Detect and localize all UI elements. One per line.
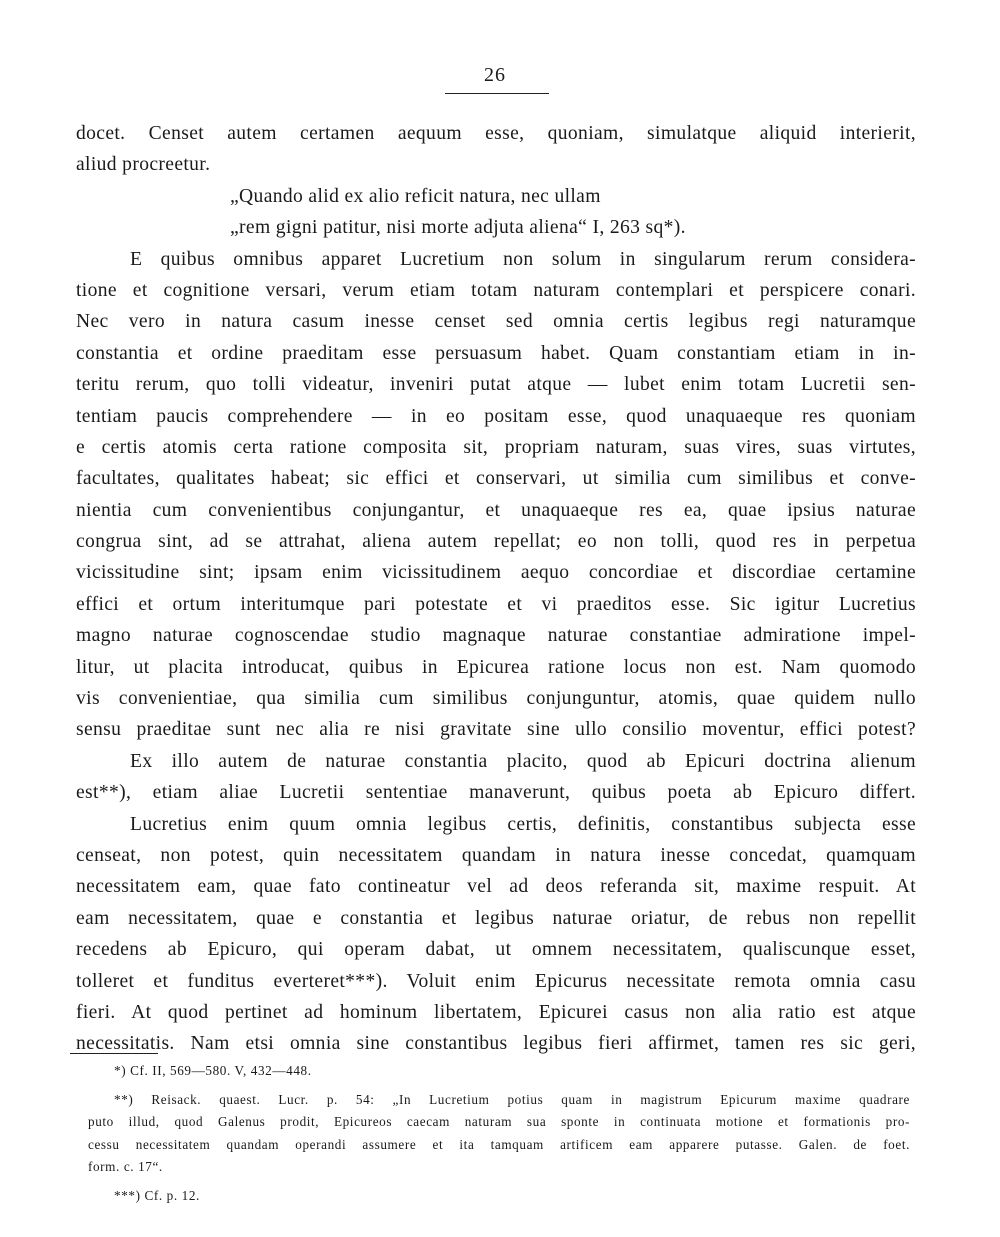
body-line: facultates, qualitates habeat; sic effici et conservari, ut similia cum similibus et conve-	[76, 468, 916, 490]
body-line: Ex illo autem de naturae constantia placito, quod ab Epicuri doctrina alienum	[130, 750, 916, 772]
body-line: tolleret et funditus everteret***). Voluit enim Epicurus necessitate remota omnia casu	[76, 970, 916, 992]
body-line: necessitatis. Nam etsi omnia sine constantibus legibus fieri affirmet, tamen res sic geri,	[76, 1033, 916, 1055]
body-line: constantia et ordine praeditam esse persuasum habet. Quam constantiam etiam in in-	[76, 342, 916, 364]
body-line: necessitatem eam, quae fato contineatur vel ad deos referanda sit, maxime respuit. At	[76, 876, 916, 898]
body-line: eam necessitatem, quae e constantia et legibus naturae oriatur, de rebus non repellit	[76, 907, 916, 929]
body-line: e certis atomis certa ratione composita sit, propriam naturam, suas vires, suas virtutes,	[76, 436, 916, 458]
body-line: sensu praeditae sunt nec alia re nisi gravitate sine ullo consilio moventur, effici potest?	[76, 719, 916, 741]
body-line: est**), etiam aliae Lucretii sententiae manaverunt, quibus poeta ab Epicuro differt.	[76, 782, 916, 804]
footnote-rule	[70, 1053, 158, 1054]
body-line: teritu rerum, quo tolli videatur, inveniri putat atque — lubet enim totam Lucretii sen-	[76, 374, 916, 396]
page-number: 26	[484, 64, 506, 86]
footnote-line: cessu necessitatem quandam operandi assumere et ita tamquam artificem eam apparere putasse. Galen. de foet.	[88, 1136, 910, 1152]
body-line: congrua sint, ad se attrahat, aliena autem repellat; eo non tolli, quod res in perpetua	[76, 531, 916, 553]
body-line: docet. Censet autem certamen aequum esse, quoniam, simulatque aliquid interierit,	[76, 123, 916, 144]
body-line: vis convenientiae, qua similia cum similibus conjunguntur, atomis, quae quidem nullo	[76, 688, 916, 710]
footnote-line: ***) Cf. p. 12.	[114, 1187, 200, 1203]
body-line: litur, ut placita introducat, quibus in Epicurea ratione locus non est. Nam quomodo	[76, 656, 916, 678]
verse-quote-line: „rem gigni patitur, nisi morte adjuta aliena“ I, 263 sq*).	[230, 217, 686, 239]
footnotes	[88, 1060, 910, 1208]
body-line: Lucretius enim quum omnia legibus certis, definitis, constantibus subjecta esse	[130, 813, 916, 835]
body-line: tentiam paucis comprehendere — in eo positam esse, quod unaquaeque res quoniam	[76, 405, 916, 427]
body-line: censeat, non potest, quin necessitatem quandam in natura inesse concedat, quamquam	[76, 844, 916, 866]
body-line: aliud procreetur.	[76, 154, 211, 176]
footnote-line: **) Reisack. quaest. Lucr. p. 54: „In Lucretium potius quam in magistrum Epicurum maxime quadrare	[114, 1091, 910, 1107]
page-number-rule	[445, 93, 549, 94]
body-line: tione et cognitione versari, verum etiam totam naturam contemplari et perspicere conari.	[76, 279, 916, 301]
footnote-line: form. c. 17“.	[88, 1159, 163, 1175]
body-line: magno naturae cognoscendae studio magnaque naturae constantiae admiratione impel-	[76, 625, 916, 647]
body-line: fieri. At quod pertinet ad hominum libertatem, Epicurei casus non alia ratio est atque	[76, 1001, 916, 1023]
body-text	[76, 118, 916, 1060]
footnote-line: *) Cf. II, 569—580. V, 432—448.	[114, 1063, 312, 1078]
body-line: nientia cum convenientibus conjungantur, et unaquaeque res ea, quae ipsius naturae	[76, 499, 916, 521]
body-line: recedens ab Epicuro, qui operam dabat, ut omnem necessitatem, qualiscunque esset,	[76, 939, 916, 961]
body-line: E quibus omnibus apparet Lucretium non solum in singularum rerum considera-	[130, 248, 916, 270]
body-line: effici et ortum interitumque pari potestate et vi praeditos esse. Sic igitur Lucretius	[76, 593, 916, 615]
footnote-line: puto illud, quod Galenus prodit, Epicureos caecam naturam sua sponte in continuata motione et formationis pro-	[88, 1114, 910, 1130]
verse-quote-line: „Quando alid ex alio reficit natura, nec ullam	[230, 185, 601, 207]
body-line: vicissitudine sint; ipsam enim vicissitudinem aequo concordiae et discordiae certamine	[76, 562, 916, 584]
body-line: Nec vero in natura casum inesse censet sed omnia certis legibus regi naturamque	[76, 311, 916, 333]
